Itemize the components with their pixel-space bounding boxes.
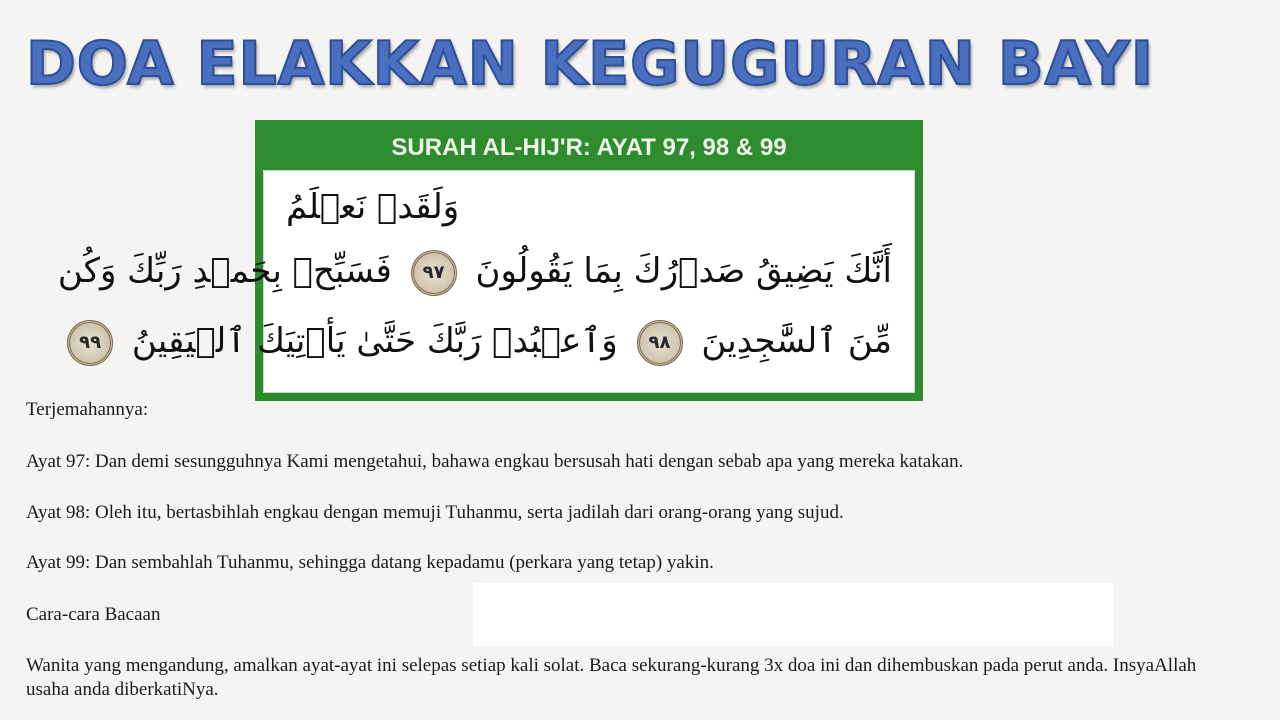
- translation-ayat-98: Ayat 98: Oleh itu, bertasbihlah engkau dengan memuji Tuhanmu, serta jadilah dari orang-orang yang sujud.: [26, 502, 844, 523]
- ayah-97-marker: ٩٧: [411, 250, 457, 296]
- arabic-text: وَلَقَدۡ نَعۡلَمُ: [286, 187, 460, 227]
- arabic-text: أَنَّكَ يَضِيقُ صَدۡرُكَ بِمَا يَقُولُونَ: [475, 251, 892, 291]
- arabic-text: مِّنَ ٱلسَّٰجِدِينَ: [701, 321, 892, 361]
- arabic-verse-panel: [57, 170, 915, 393]
- arabic-line-3: [79, 319, 892, 366]
- surah-header: SURAH AL-HIJ'R: AYAT 97, 98 & 99: [391, 134, 787, 161]
- ayah-98-marker: ٩٨: [637, 320, 683, 366]
- ayah-99-marker: ٩٩: [67, 320, 113, 366]
- translation-label: Terjemahannya:: [26, 399, 149, 420]
- arabic-line-1: [286, 185, 892, 229]
- arabic-text: وَٱعۡبُدۡ رَبَّكَ حَتَّىٰ يَأۡتِيَكَ ٱلۡيَقِينُ: [131, 321, 618, 361]
- page-title: DOA ELAKKAN KEGUGURAN BAYI: [25, 29, 1155, 99]
- surah-image-frame: [57, 120, 923, 401]
- blank-panel: [473, 583, 1113, 646]
- method-instructions: Wanita yang mengandung, amalkan ayat-ayat ini selepas setiap kali solat. Baca sekurang-kurang 3x doa ini dan dihembuskan pada perut anda. InsyaAllah usaha anda diberkatiNya.: [26, 655, 1197, 700]
- arabic-text: فَسَبِّحۡ بِحَمۡدِ رَبِّكَ وَكُن: [57, 251, 392, 291]
- arabic-line-2: [57, 249, 892, 296]
- translation-ayat-99: Ayat 99: Dan sembahlah Tuhanmu, sehingga datang kepadamu (perkara yang tetap) yakin.: [26, 552, 714, 573]
- translation-ayat-97: Ayat 97: Dan demi sesungguhnya Kami mengetahui, bahawa engkau bersusah hati dengan sebab apa yang mereka katakan.: [26, 451, 964, 472]
- method-heading: Cara-cara Bacaan: [26, 604, 161, 625]
